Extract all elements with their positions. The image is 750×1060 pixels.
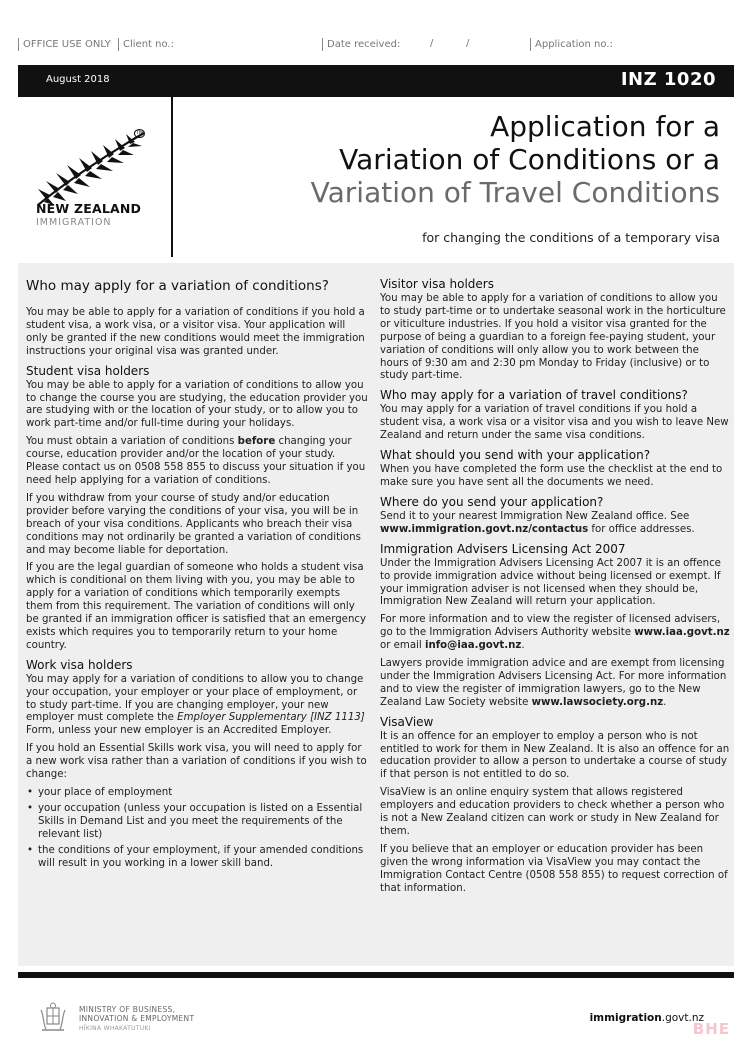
form-title: [311, 110, 720, 209]
logo-title: NEW ZEALAND: [36, 201, 142, 216]
client-no-field: Client no.:: [118, 38, 174, 51]
work-paragraph: If you hold an Essential Skills work visa, you will need to apply for a new work visa rather than a variation of conditions if you wish to change:: [26, 743, 367, 781]
title-line-2: Variation of Conditions or a: [339, 143, 720, 176]
ministry-name-line-1: MINISTRY OF BUSINESS,: [79, 1005, 176, 1014]
visitor-heading: Visitor visa holders: [380, 277, 494, 291]
student-paragraph: If you are the legal guardian of someone who holds a student visa which is conditional on them living with you, you may be able to apply for a variation of conditions which temporarily exempts them from this requirement. The variation of conditions will only be granted if an immigration officer is satisfied that an emergency exists which requires you to temporarily return to your home country.: [26, 562, 367, 651]
form-subtitle: for changing the conditions of a temporary visa: [422, 230, 720, 245]
travel-heading: Who may apply for a variation of travel conditions?: [380, 388, 688, 403]
date-received-field: Date received:: [322, 38, 400, 51]
content-panel: [18, 263, 734, 966]
where-heading: Where do you send your application?: [380, 494, 604, 509]
mbie-logo: [38, 1000, 238, 1038]
watermark: BHE: [692, 1020, 730, 1038]
title-line-3: Variation of Travel Conditions: [310, 176, 720, 209]
nz-immigration-logo: [18, 97, 173, 257]
send-heading: What should you send with your application?: [380, 448, 651, 463]
form-date: August 2018: [46, 74, 110, 85]
coat-of-arms-icon: [38, 1002, 68, 1034]
advisers-paragraph: Under the Immigration Advisers Licensing Act 2007 it is an offence to provide immigration advice without being licensed or exempt. If your immigration adviser is not licensed when they should be, Immigration New Zealand will return your application.: [380, 557, 721, 608]
send-paragraph: When you have completed the form use the checklist at the end to make sure you have sent all the documents we need.: [380, 464, 723, 488]
student-heading: Student visa holders: [26, 363, 150, 378]
list-item: • your occupation (unless your occupation is listed on a Essential Skills in Demand List and you meet the requirements of the relevant list): [26, 803, 368, 842]
student-paragraph: You may be able to apply for a variation of conditions to allow you to change the course you are studying, the education provider you are studying with or the location of your study, or to allow you to work part-time and/or full-time during your holidays.: [26, 379, 368, 430]
date-slash: /: [430, 38, 434, 49]
website-link[interactable]: immigration.govt.nz: [589, 1012, 704, 1024]
section-heading: Who may apply for a variation of conditions?: [26, 278, 329, 294]
trademark-mark: TM: [136, 130, 144, 136]
visitor-paragraph: You may be able to apply for a variation of conditions to allow you to study part-time or to undertake seasonal work in the horticulture or viticulture industries. If you hold a visitor visa granted for the purpose of being a guardian to a foreign fee-paying student, your variation of conditions will only allow you to work between the hours of 9:30 am and 2:30 pm Monday to Friday (inclusive) or to study part-time.: [380, 293, 726, 382]
advisers-paragraph: For more information and to view the register of licensed advisers, go to the Immigration Advisers Authority website www.iaa.govt.nz or email info@iaa.govt.nz.: [380, 614, 730, 652]
date-slash: /: [466, 38, 470, 49]
footer-bar: [18, 972, 734, 978]
form-code: INZ 1020: [620, 69, 716, 90]
work-paragraph: You may apply for a variation of conditions to allow you to change your occupation, your employer or your place of employment, or to study part-time. If you are changing employer, your new employer must complete the Employer Supplementary [INZ 1113] Form, unless your new employer is an Accredited Employer.: [26, 673, 365, 737]
iaa-link[interactable]: www.iaa.govt.nz: [634, 627, 730, 639]
visaview-heading: VisaView: [380, 714, 434, 729]
advisers-paragraph: Lawyers provide immigration advice and are exempt from licensing under the Immigration Advisers Licensing Act. For more information and to view the register of immigration lawyers, go to the New Zealand Law Society website www.lawsociety.org.nz.: [380, 658, 727, 708]
advisers-heading: Immigration Advisers Licensing Act 2007: [380, 541, 626, 556]
where-paragraph: Send it to your nearest Immigration New Zealand office. See www.immigration.govt.nz/contactus for office addresses.: [380, 510, 695, 535]
iaa-email-link[interactable]: info@iaa.govt.nz: [425, 640, 522, 652]
logo-subtitle: IMMIGRATION: [36, 217, 112, 228]
work-heading: Work visa holders: [26, 657, 133, 672]
intro-paragraph: You may be able to apply for a variation of conditions if you hold a student visa, a work visa, or a visitor visa. Your application will only be granted if the new conditions would meet the immigration instructions your original visa was granted under.: [26, 307, 365, 357]
title-line-1: Application for a: [490, 110, 720, 143]
office-use-label: OFFICE USE ONLY: [18, 38, 111, 51]
left-column: [26, 263, 368, 875]
visaview-paragraph: VisaView is an online enquiry system that allows registered employers and education providers to check whether a person who is not a New Zealand citizen can work or study in New Zealand for them.: [380, 787, 725, 837]
travel-paragraph: You may apply for a variation of travel conditions if you hold a student visa, a work visa or a visitor visa and you wish to leave New Zealand and return under the same visa conditions.: [380, 404, 729, 442]
student-paragraph: You must obtain a variation of conditions before changing your course, education provider and/or the location of your study. Please contact us on 0508 558 855 to discuss your situation if you need help applying for a variation of conditions.: [26, 436, 366, 486]
visaview-paragraph: If you believe that an employer or education provider has been given the wrong information via VisaView you may contact the Immigration Contact Centre (0508 558 855) to request correction of that information.: [380, 843, 728, 894]
contactus-link[interactable]: www.immigration.govt.nz/contactus: [380, 523, 589, 535]
header-bar: [18, 65, 734, 97]
list-item: • your place of employment: [26, 787, 368, 800]
right-column: [380, 263, 730, 901]
lawsociety-link[interactable]: www.lawsociety.org.nz: [531, 696, 664, 708]
ministry-name-line-2: INNOVATION & EMPLOYMENT: [79, 1014, 195, 1023]
student-paragraph: If you withdraw from your course of study and/or education provider before varying the conditions of your visa, you will be in breach of your visa conditions. Applicants who breach their visa conditions may not ordinarily be granted a variation of conditions and may become liable for deportation.: [26, 492, 361, 556]
office-use-strip: [18, 38, 734, 52]
application-no-field: Application no.:: [530, 38, 613, 51]
ministry-maori-name: HĪKINA WHAKATUTUKI: [79, 1025, 151, 1032]
work-bullet-list: [26, 787, 368, 870]
silver-fern-icon: [36, 127, 151, 207]
list-item: • the conditions of your employment, if your amended conditions will result in you working in a lower skill band.: [26, 845, 368, 871]
visaview-paragraph: It is an offence for an employer to employ a person who is not entitled to work for them in New Zealand. It is also an offence for an education provider to allow a person to undertake a course of study if that person is not entitled to do so.: [380, 730, 730, 781]
